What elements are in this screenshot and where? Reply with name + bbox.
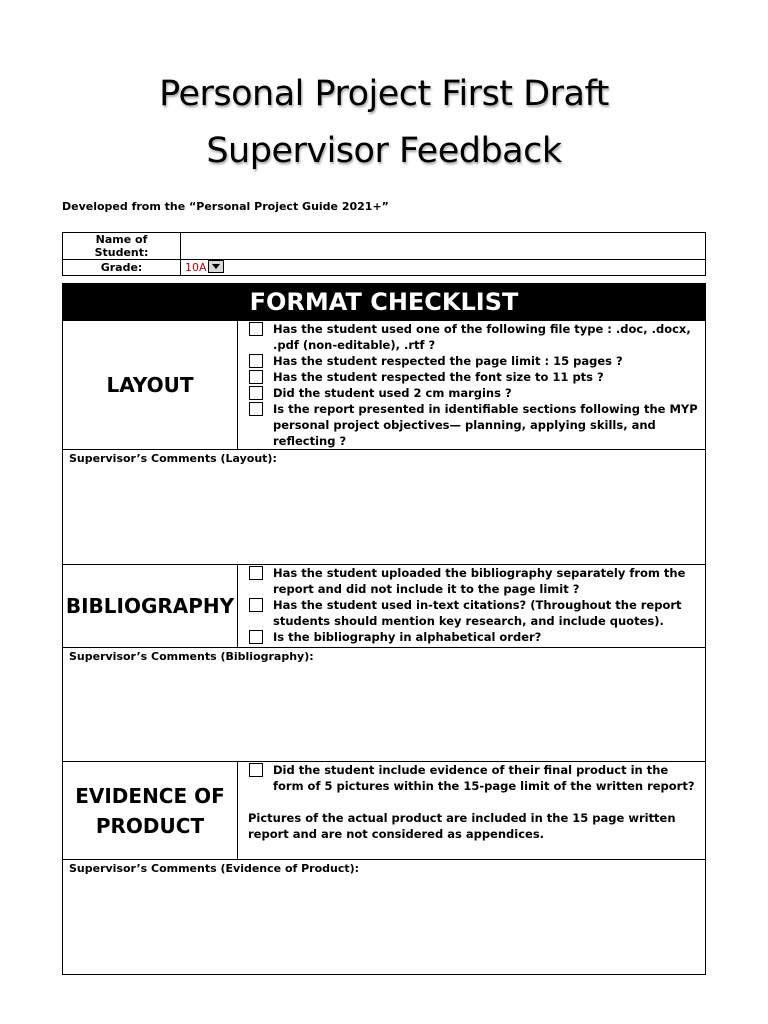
checklist-item-text: Has the student uploaded the bibliography separately from the report and did not include it to the page limit ?	[273, 566, 686, 596]
grade-row	[63, 260, 706, 276]
bibliography-section-label: BIBLIOGRAPHY	[63, 565, 238, 648]
checklist-item	[248, 762, 701, 794]
name-of-student-field[interactable]	[181, 233, 706, 260]
checklist-item-text: Has the student respected the font size to 11 pts ?	[273, 370, 604, 384]
checkbox[interactable]	[249, 386, 263, 400]
name-row	[63, 233, 706, 260]
checklist-item	[248, 353, 701, 369]
document-title-line-2: Supervisor Feedback	[206, 131, 562, 171]
evidence-comments-box[interactable]	[63, 860, 706, 975]
checklist-item	[248, 597, 701, 629]
checklist-item-text: Is the bibliography in alphabetical order?	[273, 630, 542, 644]
checklist-item-text: Did the student include evidence of their final product in the form of 5 pictures within the 15-page limit of the written report?	[273, 763, 695, 793]
bibliography-comments-label: Supervisor’s Comments (Bibliography):	[69, 650, 314, 663]
checkbox[interactable]	[249, 402, 263, 416]
document-title-line-1: Personal Project First Draft	[159, 74, 609, 114]
layout-comments-label: Supervisor’s Comments (Layout):	[69, 452, 277, 465]
checklist-item-text: Is the report presented in identifiable sections following the MYP personal project objectives— planning, applying skills, and reflecting ?	[273, 402, 698, 448]
layout-comments-box[interactable]	[63, 450, 706, 565]
checklist-item-text: Has the student used one of the following file type : .doc, .docx, .pdf (non-editable), .rtf ?	[273, 322, 691, 352]
format-checklist-table	[62, 283, 706, 975]
checklist-item-text: Did the student used 2 cm margins ?	[273, 386, 512, 400]
checkbox[interactable]	[249, 566, 263, 580]
checkbox[interactable]	[249, 354, 263, 368]
checklist-item	[248, 401, 701, 449]
checklist-item	[248, 321, 701, 353]
bibliography-row	[63, 565, 706, 648]
checkbox[interactable]	[249, 763, 263, 777]
grade-select[interactable]	[181, 260, 706, 276]
developed-from-note: Developed from the “Personal Project Guide 2021+”	[62, 200, 389, 213]
evidence-section-label	[63, 762, 238, 860]
evidence-row	[63, 762, 706, 860]
bibliography-comments-row	[63, 648, 706, 762]
checklist-item	[248, 385, 701, 401]
layout-section-label: LAYOUT	[63, 321, 238, 450]
layout-checklist	[238, 321, 706, 450]
checkbox[interactable]	[249, 630, 263, 644]
evidence-comments-label: Supervisor’s Comments (Evidence of Product):	[69, 862, 360, 875]
dropdown-arrow-icon[interactable]	[208, 260, 224, 273]
checkbox[interactable]	[249, 322, 263, 336]
grade-label: Grade:	[63, 260, 181, 276]
checklist-item	[248, 629, 701, 645]
evidence-comments-row	[63, 860, 706, 975]
bibliography-checklist	[238, 565, 706, 648]
checkbox[interactable]	[249, 598, 263, 612]
evidence-checklist	[238, 762, 706, 860]
evidence-label-line-1: EVIDENCE OF	[75, 783, 225, 808]
evidence-label-line-2: PRODUCT	[95, 813, 205, 838]
name-of-student-label: Name of Student:	[63, 233, 181, 260]
bibliography-comments-box[interactable]	[63, 648, 706, 762]
layout-row	[63, 321, 706, 450]
layout-comments-row	[63, 450, 706, 565]
evidence-note: Pictures of the actual product are included in the 15 page written report and are not considered as appendices.	[248, 811, 676, 841]
grade-value: 10A	[185, 260, 207, 274]
checklist-item	[248, 565, 701, 597]
checklist-item-text: Has the student used in-text citations? (Throughout the report students should mention key research, and include quotes).	[273, 598, 682, 628]
checkbox[interactable]	[249, 370, 263, 384]
format-checklist-header: FORMAT CHECKLIST	[63, 284, 706, 321]
student-info-table	[62, 232, 706, 276]
checklist-item	[248, 369, 701, 385]
checklist-item-text: Has the student respected the page limit : 15 pages ?	[273, 354, 623, 368]
